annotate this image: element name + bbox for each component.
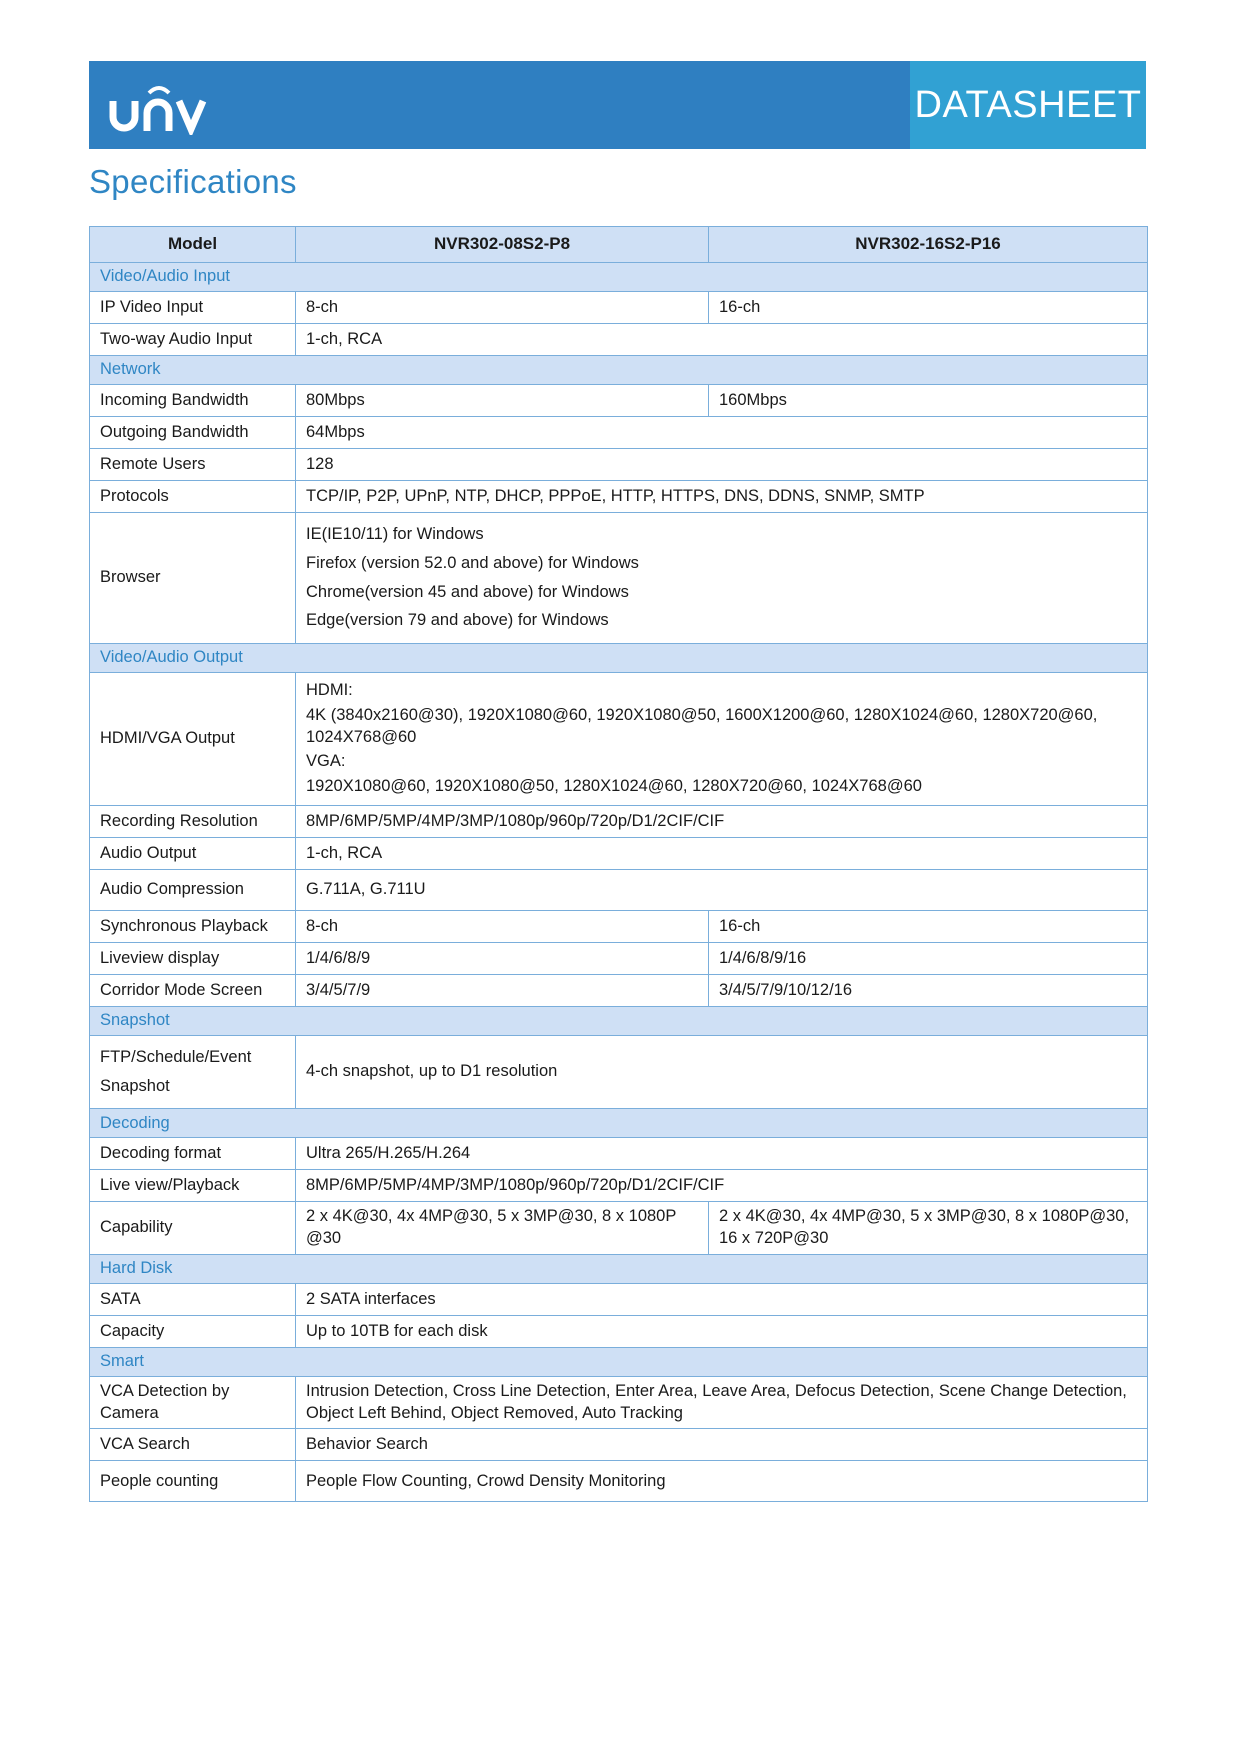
table-row <box>90 1170 1148 1202</box>
row-value: 2 SATA interfaces <box>296 1283 1148 1315</box>
browser-line: IE(IE10/11) for Windows <box>306 525 484 543</box>
row-value: 8-ch <box>296 292 709 324</box>
section-row <box>90 1006 1148 1035</box>
row-label: Capability <box>90 1202 296 1255</box>
browser-line: Chrome(version 45 and above) for Windows <box>306 582 629 601</box>
hdmi-vga-line: VGA: <box>306 752 346 771</box>
column-header: NVR302-16S2-P16 <box>709 227 1148 263</box>
table-row <box>90 513 1148 644</box>
section-row <box>90 356 1148 385</box>
row-label <box>90 1035 296 1109</box>
section-title: Hard Disk <box>90 1254 1148 1283</box>
section-title: Video/Audio Output <box>90 644 1148 673</box>
browser-line: Edge(version 79 and above) for Windows <box>306 611 609 630</box>
table-row <box>90 1376 1148 1429</box>
table-row <box>90 1202 1148 1255</box>
unv-logo <box>107 79 217 135</box>
table-row <box>90 837 1148 869</box>
row-value: TCP/IP, P2P, UPnP, NTP, DHCP, PPPoE, HTTP, HTTPS, DNS, DDNS, SNMP, SMTP <box>296 481 1148 513</box>
row-label: Incoming Bandwidth <box>90 385 296 417</box>
row-label: Protocols <box>90 481 296 513</box>
table-row <box>90 1461 1148 1502</box>
browser-line: Firefox (version 52.0 and above) for Windows <box>306 553 639 572</box>
row-label: Decoding format <box>90 1138 296 1170</box>
table-row <box>90 1138 1148 1170</box>
table-row <box>90 673 1148 806</box>
row-value: 3/4/5/7/9 <box>296 974 709 1006</box>
row-label: VCA Detection by Camera <box>90 1376 296 1429</box>
row-label: People counting <box>90 1461 296 1502</box>
row-label: Corridor Mode Screen <box>90 974 296 1006</box>
row-value: People Flow Counting, Crowd Density Monitoring <box>296 1461 1148 1502</box>
section-title: Video/Audio Input <box>90 263 1148 292</box>
row-label: Outgoing Bandwidth <box>90 417 296 449</box>
row-value: 16-ch <box>709 292 1148 324</box>
row-value: 3/4/5/7/9/10/12/16 <box>709 974 1148 1006</box>
row-value: 8MP/6MP/5MP/4MP/3MP/1080p/960p/720p/D1/2CIF/CIF <box>296 805 1148 837</box>
row-value: Behavior Search <box>296 1429 1148 1461</box>
row-value: 16-ch <box>709 910 1148 942</box>
label-line: Snapshot <box>100 1076 170 1095</box>
row-value: 1/4/6/8/9 <box>296 942 709 974</box>
table-row <box>90 1035 1148 1109</box>
hdmi-vga-line: 1920X1080@60, 1920X1080@50, 1280X1024@60, 1280X720@60, 1024X768@60 <box>306 777 922 796</box>
table-row <box>90 324 1148 356</box>
label-line: FTP/Schedule/Event <box>100 1047 252 1066</box>
section-row <box>90 1347 1148 1376</box>
table-row <box>90 974 1148 1006</box>
row-label: VCA Search <box>90 1429 296 1461</box>
row-label: Remote Users <box>90 449 296 481</box>
section-title: Decoding <box>90 1109 1148 1138</box>
hdmi-vga-line: 4K (3840x2160@30), 1920X1080@60, 1920X1080@50, 1600X1200@60, 1280X1024@60, 1280X720@60, 1024X768@60 <box>306 705 1098 746</box>
header-banner <box>89 61 1146 149</box>
row-label: SATA <box>90 1283 296 1315</box>
row-value: 8-ch <box>296 910 709 942</box>
row-label: Synchronous Playback <box>90 910 296 942</box>
column-header: NVR302-08S2-P8 <box>296 227 709 263</box>
datasheet-label: DATASHEET <box>910 61 1146 149</box>
row-label: Capacity <box>90 1315 296 1347</box>
table-row <box>90 481 1148 513</box>
row-label: Recording Resolution <box>90 805 296 837</box>
table-row <box>90 869 1148 910</box>
row-value: 8MP/6MP/5MP/4MP/3MP/1080p/960p/720p/D1/2CIF/CIF <box>296 1170 1148 1202</box>
table-row <box>90 417 1148 449</box>
table-row <box>90 1315 1148 1347</box>
page-title: Specifications <box>89 163 297 200</box>
section-title: Smart <box>90 1347 1148 1376</box>
table-row <box>90 292 1148 324</box>
row-value <box>296 513 1148 644</box>
row-value: 64Mbps <box>296 417 1148 449</box>
row-label: Live view/Playback <box>90 1170 296 1202</box>
row-label: IP Video Input <box>90 292 296 324</box>
hdmi-vga-line: HDMI: <box>306 681 353 700</box>
table-row <box>90 1429 1148 1461</box>
row-label: Two-way Audio Input <box>90 324 296 356</box>
row-label: Audio Output <box>90 837 296 869</box>
row-label: Liveview display <box>90 942 296 974</box>
row-value: 2 x 4K@30, 4x 4MP@30, 5 x 3MP@30, 8 x 1080P@30, 16 x 720P@30 <box>709 1202 1148 1255</box>
table-row <box>90 449 1148 481</box>
section-row <box>90 263 1148 292</box>
row-value: 1-ch, RCA <box>296 324 1148 356</box>
table-header-row <box>90 227 1148 263</box>
row-value: G.711A, G.711U <box>296 869 1148 910</box>
section-row <box>90 1254 1148 1283</box>
table-row <box>90 942 1148 974</box>
section-row <box>90 1109 1148 1138</box>
table-row <box>90 805 1148 837</box>
row-value: 4-ch snapshot, up to D1 resolution <box>296 1035 1148 1109</box>
spec-table <box>89 226 1148 1502</box>
table-row <box>90 1283 1148 1315</box>
row-value: Up to 10TB for each disk <box>296 1315 1148 1347</box>
row-value <box>296 673 1148 806</box>
row-value: Intrusion Detection, Cross Line Detection, Enter Area, Leave Area, Defocus Detection, Scene Change Detection, Object Left Behind, Object Removed, Auto Tracking <box>296 1376 1148 1429</box>
row-label: HDMI/VGA Output <box>90 673 296 806</box>
row-label: Browser <box>90 513 296 644</box>
row-value: 2 x 4K@30, 4x 4MP@30, 5 x 3MP@30, 8 x 1080P @30 <box>296 1202 709 1255</box>
section-title: Snapshot <box>90 1006 1148 1035</box>
row-value: 128 <box>296 449 1148 481</box>
table-row <box>90 385 1148 417</box>
section-row <box>90 644 1148 673</box>
row-value: Ultra 265/H.265/H.264 <box>296 1138 1148 1170</box>
column-header: Model <box>90 227 296 263</box>
section-title: Network <box>90 356 1148 385</box>
row-value: 1-ch, RCA <box>296 837 1148 869</box>
row-label: Audio Compression <box>90 869 296 910</box>
row-value: 1/4/6/8/9/16 <box>709 942 1148 974</box>
row-value: 160Mbps <box>709 385 1148 417</box>
table-row <box>90 910 1148 942</box>
row-value: 80Mbps <box>296 385 709 417</box>
